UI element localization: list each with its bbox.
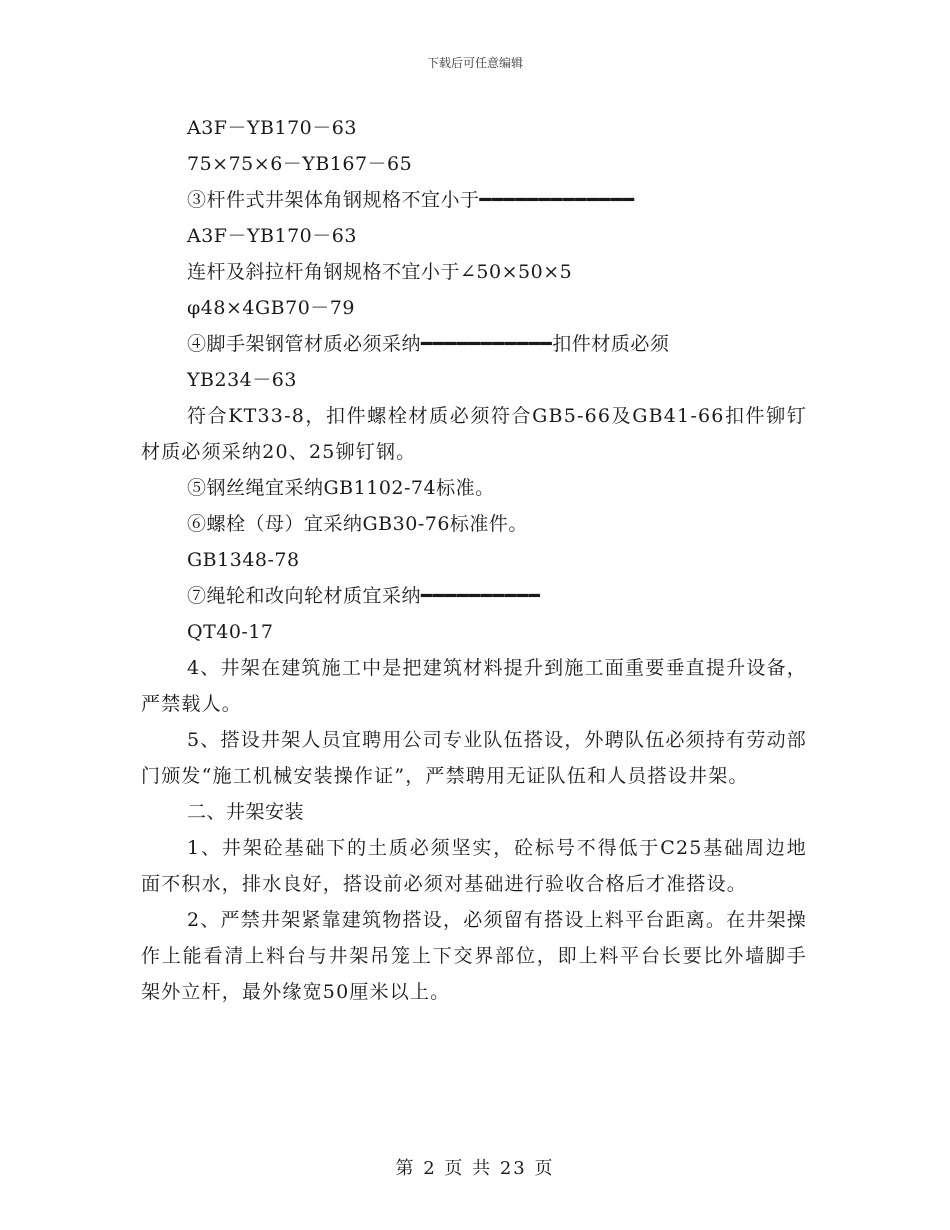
spec-line: GB1348-78 bbox=[187, 549, 300, 571]
paragraph-4: 4、井架在建筑施工中是把建筑材料提升到施工面重要垂直提升设备，严禁载人。 bbox=[141, 657, 807, 715]
section2-paragraph-2: 2、严禁井架紧靠建筑物搭设，必须留有搭设上料平台距离。在井架操作上能看清上料台与井架吊笼上下交界部位，即上料平台长要比外墙脚手架外立杆，最外缘宽50厘米以上。 bbox=[141, 909, 807, 1003]
spec-paragraph: 符合KT33-8，扣件螺栓材质必须符合GB5-66及GB41-66扣件铆钉材质必须采纳20、25铆钉钢。 bbox=[141, 405, 807, 463]
spec-item-7: ⑦绳轮和改向轮材质宜采纳━━━━━━━━━━ bbox=[187, 585, 541, 607]
spec-line: 连杆及斜拉杆角钢规格不宜小于∠50×50×5 bbox=[187, 261, 573, 283]
spec-item-4: ④脚手架钢管材质必须采纳━━━━━━━━━━━扣件材质必须 bbox=[187, 333, 670, 355]
spec-line: 75×75×6－YB167－65 bbox=[187, 153, 413, 175]
spec-line: QT40-17 bbox=[187, 621, 274, 643]
section2-paragraph-1: 1、井架砼基础下的土质必须坚实，砼标号不得低于C25基础周边地面不积水，排水良好，搭设前必须对基础进行验收合格后才准搭设。 bbox=[141, 837, 807, 895]
section-heading: 二、井架安装 bbox=[187, 801, 305, 823]
spec-line: A3F－YB170－63 bbox=[187, 117, 357, 139]
spec-line: YB234－63 bbox=[187, 369, 297, 391]
spec-item-5: ⑤钢丝绳宜采纳GB1102-74标准。 bbox=[187, 477, 495, 499]
spec-line: A3F－YB170－63 bbox=[187, 225, 357, 247]
spec-line: φ48×4GB70－79 bbox=[187, 297, 355, 319]
paragraph-5: 5、搭设井架人员宜聘用公司专业队伍搭设，外聘队伍必须持有劳动部门颁发“施工机械安装操作证”，严禁聘用无证队伍和人员搭设井架。 bbox=[141, 729, 807, 787]
spec-item-3: ③杆件式井架体角钢规格不宜小于━━━━━━━━━━━━━ bbox=[187, 189, 635, 211]
page-number: 第 2 页 共 23 页 bbox=[395, 1158, 555, 1179]
spec-item-6: ⑥螺栓（母）宜采纳GB30-76标准件。 bbox=[187, 513, 528, 535]
document-body bbox=[141, 110, 807, 1010]
page-header-note: 下载后可任意编辑 bbox=[426, 56, 523, 70]
